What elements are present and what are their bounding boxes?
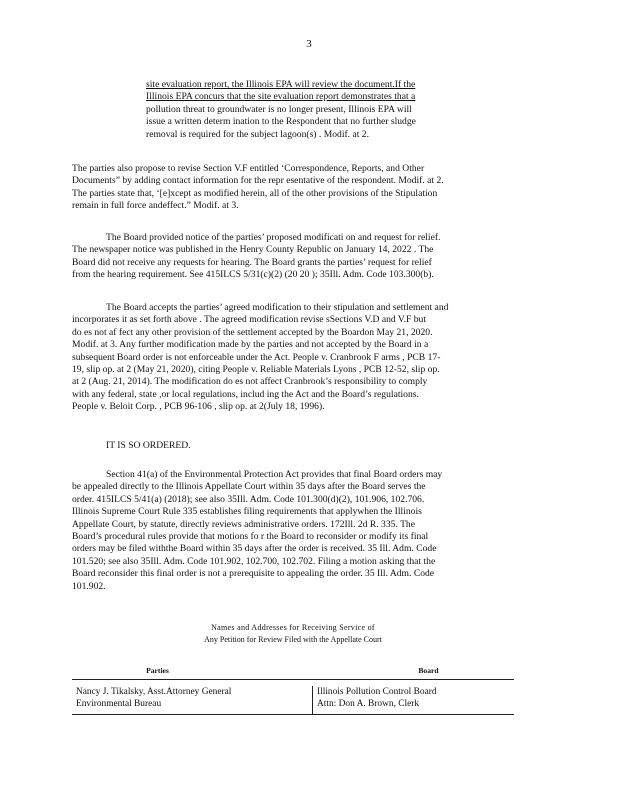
paragraph-line: Appellate Court, by statute, directly reviews administrative orders. 172Ill. 2d R. 335. The [72, 518, 415, 530]
quote-line: Illinois EPA concurs that the site evaluation report demonstrates that a [146, 91, 416, 103]
parties-cell [72, 686, 313, 714]
paragraph-section-vf-revision [72, 163, 538, 213]
parties-line: Environmental Bureau [76, 699, 162, 709]
paragraph-acceptance [72, 302, 538, 414]
paragraph-line: The Board provided notice of the parties’ proposed modificati on and request for relief. [106, 232, 441, 243]
paragraph-line: do es not af fect any other provision of the settlement accepted by the Boardon May 21, 2020. [72, 326, 433, 338]
paragraph-line: remain in full force andeffect.” Modif. at 3. [72, 200, 239, 212]
paragraph-line: with any federal, state ,or local regulations, includ ing the Act and the Board’s regulations. [72, 388, 419, 400]
paragraph-line: Board’s procedural rules provide that motions fo r the Board to reconsider or modify its final [72, 531, 429, 543]
paragraph-line: The parties state that, ‘[e]xcept as modified herein, all of the other provisions of the Stipulation [72, 187, 438, 199]
paragraph-line: Illinois Supreme Court Rule 335 establishes filing requirements that applywhen the Illinois [72, 506, 422, 518]
table-heading-line: Any Petition for Review Filed with the Appellate Court [204, 635, 382, 644]
paragraph-line: be appealed directly to the Illinois Appellate Court within 35 days after the Board serves the [72, 481, 426, 493]
paragraph-line: The Board accepts the parties’ agreed modification to their stipulation and settlement and [106, 302, 449, 313]
column-header-parties: Parties [146, 666, 169, 675]
quoted-modification-text [146, 79, 486, 141]
order-statement: IT IS SO ORDERED. [106, 440, 191, 451]
quote-line: issue a written determ ination to the Respondent that no further sludge [146, 116, 416, 128]
quote-line: removal is required for the subject lagoon(s) . Modif. at 2. [146, 128, 369, 140]
page-number: 3 [306, 38, 312, 50]
paragraph-line: 101.520; see also 35Ill. Adm. Code 101.902, 102.700, 102.702. Filing a motion asking that the [72, 555, 436, 567]
table-heading [72, 622, 514, 650]
paragraph-line: Board did not receive any requests for hearing. The Board grants the parties’ request for relief [72, 256, 432, 268]
board-cell [313, 686, 437, 714]
paragraph-line: 19, slip op. at 2 (May 21, 2020), citing People v. Reliable Materials Lyons , PCB 12-52, slip op. [72, 364, 440, 376]
table-row [72, 680, 514, 715]
paragraph-line: 101.902. [72, 580, 106, 592]
paragraph-line: Documents” by adding contact information for the repr esentative of the respondent. Modif. at 2. [72, 175, 444, 187]
quote-line: site evaluation report, the Illinois EPA will review the document.If the [146, 79, 416, 90]
paragraph-line: from the hearing requirement. See 415ILCS 5/31(c)(2) (20 20 ); 35Ill. Adm. Code 103.300(b). [72, 269, 434, 281]
paragraph-line: orders may be filed withthe Board within 35 days after the order is received. 35 Ill. Adm. Code [72, 543, 437, 555]
paragraph-line: People v. Beloit Corp. , PCB 96-106 , slip op. at 2(July 18, 1996). [72, 401, 325, 413]
paragraph-line: at 2 (Aug. 21, 2014). The modification do es not affect Cranbrook’s responsibility to comply [72, 376, 428, 388]
paragraph-line: subsequent Board order is not enforceable under the Act. People v. Cranbrook F arms , PCB 17- [72, 351, 441, 363]
paragraph-line: Board reconsider this final order is not a prerequisite to appealing the order. 35 Ill. Adm. Code [72, 568, 435, 580]
paragraph-appeal-rights [72, 469, 538, 593]
board-line: Illinois Pollution Control Board [317, 687, 437, 697]
paragraph-line: The parties also propose to revise Section V.F entitled ‘Correspondence, Reports, and Other [72, 163, 425, 174]
board-line: Attn: Don A. Brown, Clerk [317, 699, 420, 709]
paragraph-notice [72, 232, 538, 282]
table-heading-line: Names and Addresses for Receiving Service of [211, 623, 375, 632]
parties-line: Nancy J. Tikalsky, Asst.Attorney General [76, 687, 232, 697]
quote-line: pollution threat to groundwater is no longer present, Illinois EPA will [146, 103, 412, 115]
column-header-board: Board [418, 666, 439, 675]
paragraph-line: order. 415ILCS 5/41(a) (2018); see also 35Ill. Adm. Code 101.300(d)(2), 101.906, 102.706. [72, 493, 425, 505]
paragraph-line: incorporates it as set forth above . The agreed modification revise sSections V.D and V.F but [72, 314, 427, 326]
paragraph-line: Modif. at 3. Any further modification made by the parties and not accepted by the Board in a [72, 339, 429, 351]
table-column-headers [72, 650, 514, 680]
paragraph-line: The newspaper notice was published in the Henry County Republic on January 14, 2022 . The [72, 244, 434, 256]
paragraph-line: Section 41(a) of the Environmental Protection Act provides that final Board orders may [106, 469, 443, 480]
service-addresses-table [72, 622, 514, 715]
